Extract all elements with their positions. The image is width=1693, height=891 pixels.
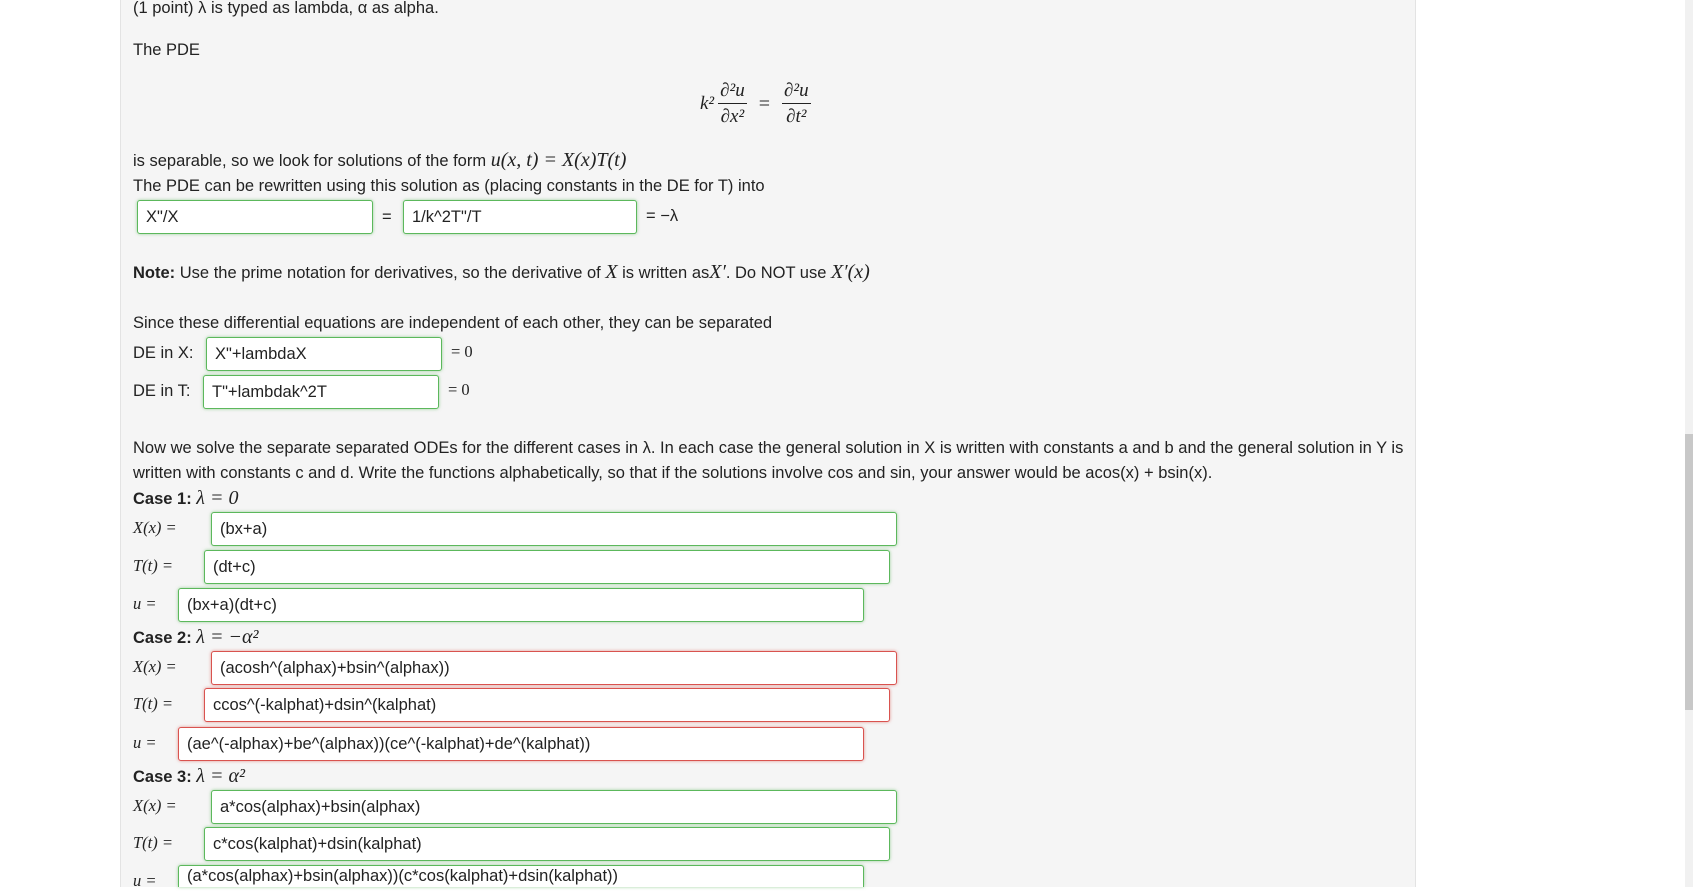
case-1-u-input[interactable]: [178, 588, 864, 622]
de-t-zero: = 0: [448, 380, 470, 399]
case-3-t-input[interactable]: [204, 827, 890, 861]
case-2-u-input[interactable]: [178, 727, 864, 761]
separable-line: is separable, so we look for solutions of the form u(x, t) = X(x)T(t): [133, 149, 627, 171]
case-1-x-input[interactable]: [211, 512, 897, 546]
case-3-u-label: u =: [133, 871, 157, 890]
de-x-label: DE in X:: [133, 344, 194, 362]
pde-lhs: $\frac{\text{∂²u}}{\text{∂x²}}$: [720, 80, 745, 127]
de-x-input[interactable]: [206, 337, 442, 371]
scrollbar-thumb[interactable]: [1685, 434, 1693, 710]
pde-equation: [700, 80, 811, 128]
pde-equals: =: [758, 92, 771, 115]
pde-label: The PDE: [133, 41, 200, 59]
rewrite-left-input[interactable]: [137, 200, 373, 234]
case-3-x-input[interactable]: [211, 790, 897, 824]
case-3-x-label: X(x) =: [133, 796, 177, 815]
case-2-u-label: u =: [133, 733, 157, 752]
case-1-t-input[interactable]: [204, 550, 890, 584]
case-2-t-label: T(t) =: [133, 694, 174, 713]
case-2-x-input[interactable]: [211, 651, 897, 685]
de-t-input[interactable]: [203, 375, 439, 409]
scrollbar[interactable]: [1685, 0, 1693, 887]
rewrite-tail: = −λ: [646, 207, 679, 225]
rewrite-equals: =: [382, 208, 392, 226]
pde-coef: k²: [700, 93, 715, 114]
rewrite-right-input[interactable]: [403, 200, 637, 234]
case-3-t-label: T(t) =: [133, 833, 174, 852]
case-3-u-input[interactable]: [178, 865, 864, 887]
rewrite-text: The PDE can be rewritten using this solution as (placing constants in the DE for T) into: [133, 177, 765, 195]
case-1-x-label: X(x) =: [133, 518, 177, 537]
case-2-title: Case 2: λ = −α²: [133, 626, 259, 648]
pde-rhs: $\frac{\text{∂²u}}{\text{∂t²}}$: [784, 80, 809, 127]
de-t-label: DE in T:: [133, 382, 191, 400]
case-3-title: Case 3: λ = α²: [133, 765, 245, 787]
case-1-title: Case 1: λ = 0: [133, 487, 239, 509]
note-line: Note: Use the prime notation for derivatives, so the derivative of X is written asX′. Do NOT use X′(x): [133, 261, 870, 283]
de-intro: Since these differential equations are independent of each other, they can be separated: [133, 314, 773, 332]
case-2-t-input[interactable]: [204, 688, 890, 722]
case-2-x-label: X(x) =: [133, 657, 177, 676]
separable-form: u(x, t) = X(x)T(t): [490, 149, 627, 171]
case-1-t-label: T(t) =: [133, 556, 174, 575]
cases-intro: Now we solve the separate separated ODEs for the different cases in λ. In each case the general solution in X is written with constants a and b and the general solution in Y is written with constants c and d. Write the functions alphabetically, so that if the solutions involve cos and sin, your answer would be acos(x) + bsin(x).: [133, 439, 1404, 482]
intro-text: (1 point) λ is typed as lambda, α as alpha.: [133, 0, 439, 17]
de-x-zero: = 0: [451, 342, 473, 361]
case-1-u-label: u =: [133, 594, 157, 613]
